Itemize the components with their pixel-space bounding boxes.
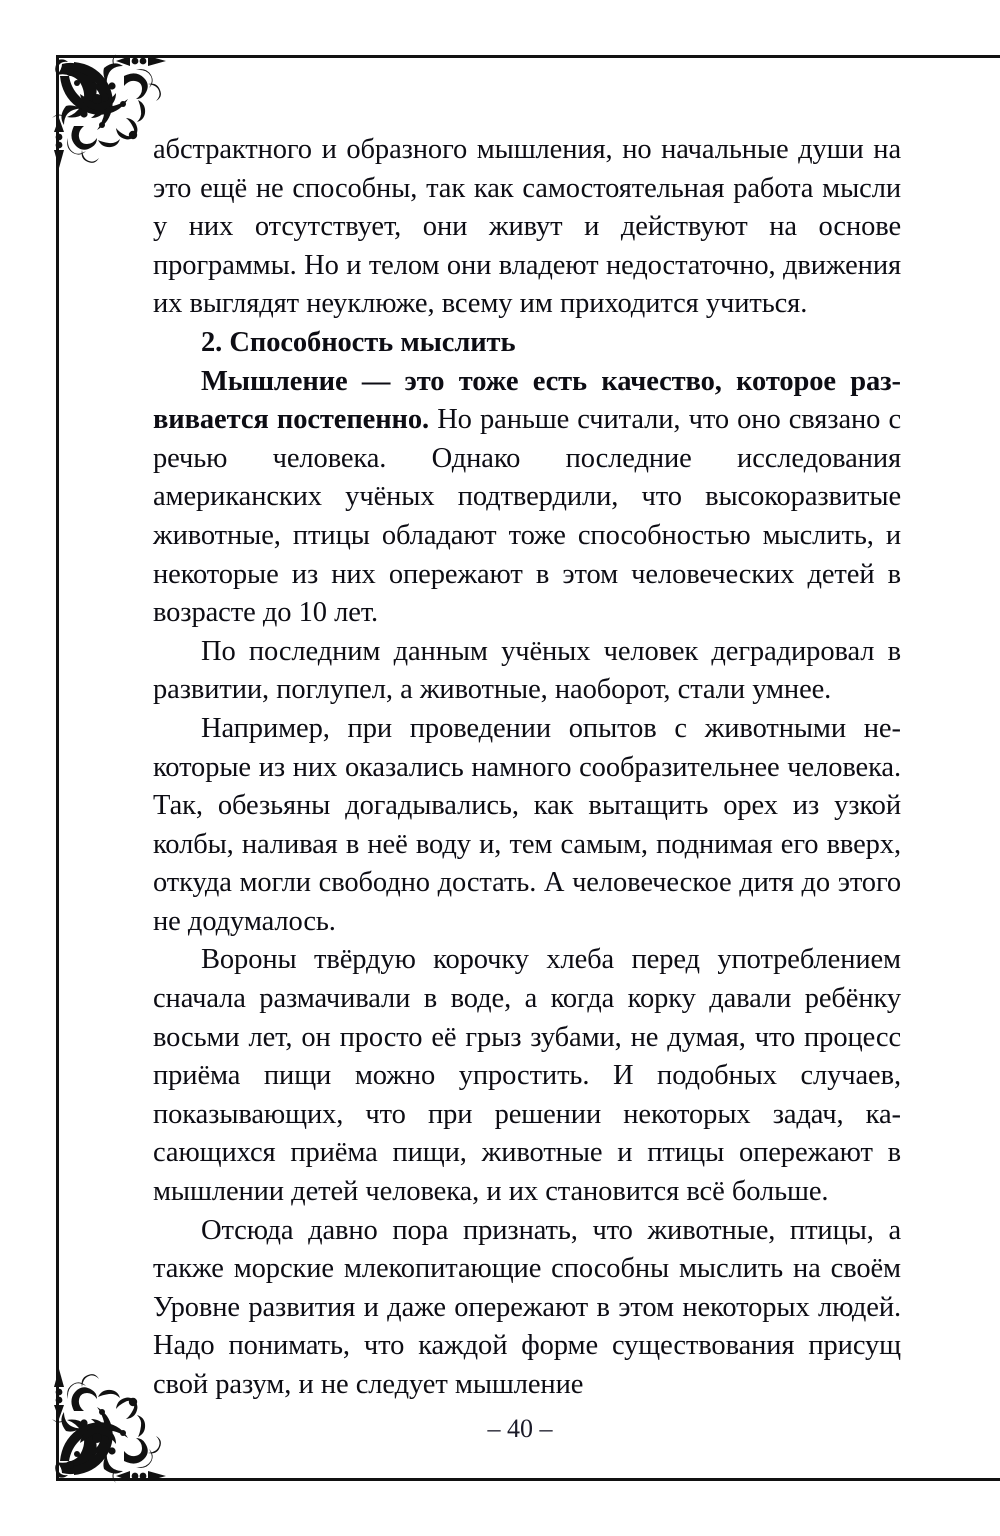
top-border-rule [57,55,1000,58]
paragraph-thinking-rest: Но раньше считали, что оно связано с речью человека. Однако последние исследования американских учёных подтвердили, что высокоразвитые животные, птицы обладают тоже способностью мыслить, и некоторые из них опережают в этом человеческих детей в возрасте до 10 лет. [153,404,901,629]
paragraph-degraded: По последним данным учёных человек деградировал в развитии, поглупел, а животные, наоборот, стали умнее. [153,635,901,706]
bottom-border-rule [57,1478,1000,1481]
paragraph-continued: абстрактного и образного мышления, но начальные души на это ещё не способны, так как самостоятельная работа мысли у них отсутствует, они живут и действуют на основе программы. Но и телом они владеют недостаточно, движения их выглядят неуклюже, всему им приходится учиться. [153,134,901,320]
left-border-rule [56,55,59,1481]
paragraph-thinking [153,363,901,633]
paragraph-thinking-lead: Мышление — это тоже есть качество, которое развивается постепенно. [153,365,901,436]
paragraph-experiments: Например, при проведении опытов с животными некоторые из них оказались намного сообразительнее человека. Так, обезьяны догадывались, как вытащить орех из узкой колбы, наливая в неё воду и, тем самым, поднимая его вверх, откуда могли свободно достать. А человеческое дитя до этого не додумалось. [153,712,901,937]
paragraph-conclusion: Отсюда давно пора признать, что животные, птицы, а также морские млекопитающие способны мыслить на своём Уровне развития и даже опережают в этом некоторых людей. Надо понимать, что каждой форме существования присущ свой разум, и не следует мышление [153,1214,901,1400]
page-number: – 40 – [487,1414,553,1443]
section-heading: 2. Способность мыслить [201,326,516,358]
paragraph-crows: Вороны твёрдую корочку хлеба перед употреблением сначала размачивали в воде, а когда корку давали ребёнку восьми лет, он просто её грыз зубами, не думая, что процесс приёма пищи можно упростить. И подобных случаев, показывающих, что при решении некоторых задач, касающихся приёма пищи, животные и птицы опережают в мышлении детей человека, и их становится всё больше. [153,944,901,1208]
body-text-column [153,131,901,1405]
